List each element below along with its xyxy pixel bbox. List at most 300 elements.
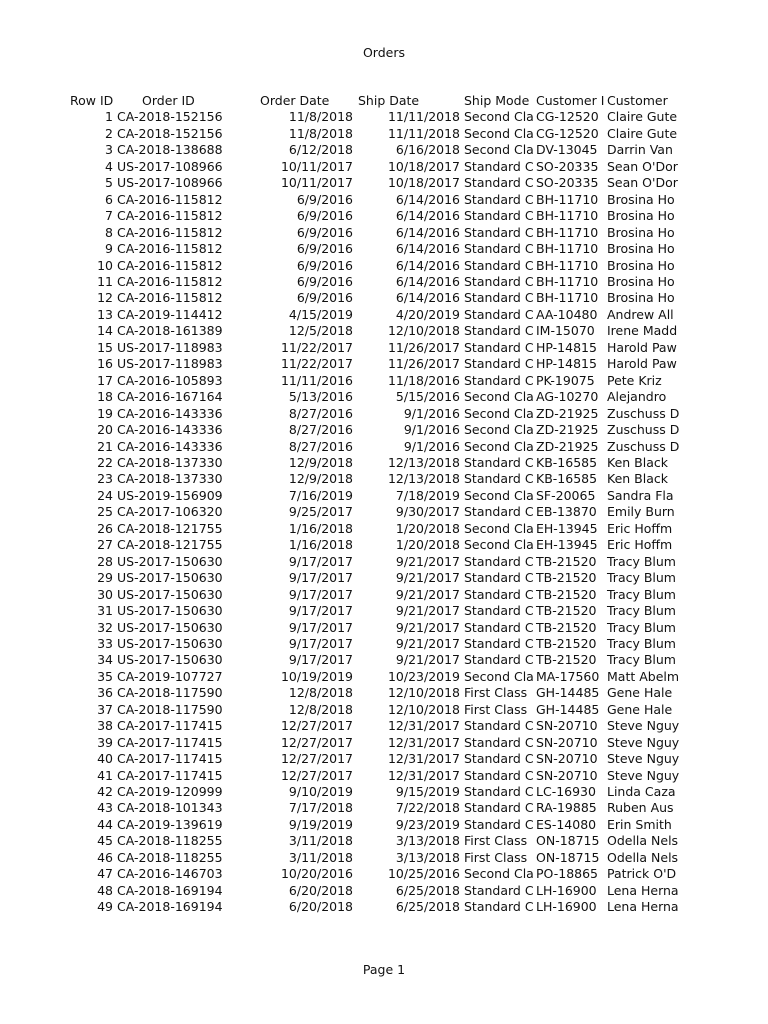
cell-ship-mode: Standard C — [464, 306, 534, 322]
cell-ship-date: 12/31/2017 — [387, 734, 460, 750]
cell-order-date: 9/17/2017 — [288, 635, 353, 651]
cell-customer-name: Brosina Ho — [607, 273, 675, 289]
cell-customer-name: Eric Hoffm — [607, 520, 673, 536]
table-row — [58, 718, 680, 734]
cell-order-id: CA-2016-143336 — [117, 438, 223, 454]
cell-order-id: US-2017-150630 — [117, 652, 223, 668]
cell-customer-id: BH-11710 — [536, 191, 599, 207]
cell-order-date: 6/9/2016 — [296, 273, 353, 289]
cell-order-id: CA-2016-105893 — [117, 372, 223, 388]
cell-customer-name: Zuschuss D — [607, 422, 680, 438]
cell-ship-date: 6/14/2016 — [395, 257, 460, 273]
table-row — [58, 455, 680, 471]
cell-ship-date: 10/18/2017 — [387, 175, 460, 191]
cell-row-id: 25 — [97, 504, 113, 520]
cell-customer-id: LC-16930 — [536, 784, 596, 800]
table-row — [58, 521, 680, 537]
table-row — [58, 389, 680, 405]
cell-ship-mode: Standard C — [464, 767, 534, 783]
cell-order-date: 8/27/2016 — [288, 438, 353, 454]
cell-order-date: 9/19/2019 — [288, 816, 353, 832]
table-row — [58, 422, 680, 438]
cell-customer-name: Brosina Ho — [607, 191, 675, 207]
cell-customer-name: Alejandro — [607, 389, 667, 405]
cell-customer-name: Ruben Aus — [607, 800, 674, 816]
cell-order-date: 6/20/2018 — [288, 882, 353, 898]
table-row — [58, 899, 680, 915]
cell-order-id: CA-2016-115812 — [117, 273, 223, 289]
cell-order-date: 1/16/2018 — [288, 520, 353, 536]
cell-order-date: 3/11/2018 — [288, 849, 353, 865]
cell-row-id: 9 — [105, 241, 113, 257]
cell-row-id: 8 — [105, 224, 113, 240]
cell-customer-name: Claire Gute — [607, 109, 678, 125]
table-row — [58, 471, 680, 487]
cell-ship-mode: Standard C — [464, 586, 534, 602]
cell-ship-date: 12/10/2018 — [387, 323, 460, 339]
cell-ship-date: 1/20/2018 — [395, 520, 460, 536]
cell-customer-id: MA-17560 — [536, 668, 600, 684]
cell-order-id: CA-2018-138688 — [117, 142, 223, 158]
table-row — [58, 603, 680, 619]
cell-customer-id: TB-21520 — [536, 603, 597, 619]
cell-order-id: CA-2018-137330 — [117, 471, 223, 487]
cell-order-id: CA-2016-143336 — [117, 405, 223, 421]
cell-row-id: 3 — [105, 142, 113, 158]
cell-ship-date: 10/25/2016 — [387, 866, 460, 882]
table-body — [58, 109, 680, 915]
table-row — [58, 356, 680, 372]
cell-ship-date: 11/11/2018 — [387, 109, 460, 125]
cell-order-id: CA-2016-115812 — [117, 208, 223, 224]
cell-customer-id: CG-12520 — [536, 125, 599, 141]
column-header-customer-name: Customer — [607, 93, 668, 108]
cell-ship-mode: First Class — [464, 849, 528, 865]
cell-row-id: 36 — [97, 685, 113, 701]
table-row — [58, 669, 680, 685]
cell-row-id: 39 — [97, 734, 113, 750]
cell-order-date: 11/22/2017 — [280, 339, 353, 355]
cell-row-id: 1 — [105, 109, 113, 125]
table-row — [58, 784, 680, 800]
cell-customer-id: ON-18715 — [536, 833, 600, 849]
cell-ship-date: 12/13/2018 — [387, 454, 460, 470]
cell-ship-date: 11/18/2016 — [387, 372, 460, 388]
cell-customer-name: Brosina Ho — [607, 224, 675, 240]
cell-order-date: 6/9/2016 — [296, 191, 353, 207]
cell-customer-id: BH-11710 — [536, 273, 599, 289]
cell-customer-id: TB-21520 — [536, 570, 597, 586]
cell-order-id: US-2017-108966 — [117, 175, 223, 191]
cell-ship-mode: Second Cla — [464, 537, 534, 553]
cell-ship-mode: Second Cla — [464, 142, 534, 158]
cell-ship-date: 9/21/2017 — [395, 619, 460, 635]
cell-ship-date: 11/11/2018 — [387, 125, 460, 141]
table-row — [58, 126, 680, 142]
cell-customer-name: Gene Hale — [607, 701, 673, 717]
table-row — [58, 833, 680, 849]
cell-row-id: 2 — [105, 125, 113, 141]
cell-customer-id: ZD-21925 — [536, 405, 599, 421]
cell-customer-name: Brosina Ho — [607, 257, 675, 273]
cell-row-id: 37 — [97, 701, 113, 717]
cell-customer-name: Tracy Blum — [607, 635, 676, 651]
cell-order-id: CA-2017-117415 — [117, 751, 223, 767]
table-row — [58, 751, 680, 767]
table-row — [58, 142, 680, 158]
cell-customer-name: Tracy Blum — [607, 652, 676, 668]
cell-order-date: 12/27/2017 — [280, 767, 353, 783]
cell-order-date: 12/27/2017 — [280, 718, 353, 734]
cell-customer-id: AA-10480 — [536, 306, 598, 322]
cell-order-id: CA-2016-146703 — [117, 866, 223, 882]
cell-customer-id: DV-13045 — [536, 142, 598, 158]
cell-ship-date: 9/21/2017 — [395, 635, 460, 651]
cell-ship-date: 12/31/2017 — [387, 767, 460, 783]
cell-order-id: CA-2018-169194 — [117, 882, 223, 898]
cell-order-date: 6/9/2016 — [296, 224, 353, 240]
cell-ship-date: 6/14/2016 — [395, 191, 460, 207]
cell-ship-date: 4/20/2019 — [395, 306, 460, 322]
cell-customer-id: SN-20710 — [536, 751, 598, 767]
column-header-customer-id: Customer I — [536, 93, 605, 108]
cell-row-id: 29 — [97, 570, 113, 586]
cell-order-date: 7/16/2019 — [288, 487, 353, 503]
cell-ship-mode: Standard C — [464, 175, 534, 191]
cell-ship-mode: Standard C — [464, 619, 534, 635]
cell-order-id: CA-2018-117590 — [117, 701, 223, 717]
cell-row-id: 45 — [97, 833, 113, 849]
cell-ship-mode: Standard C — [464, 454, 534, 470]
cell-ship-date: 9/21/2017 — [395, 553, 460, 569]
cell-customer-id: ON-18715 — [536, 849, 600, 865]
cell-ship-date: 9/21/2017 — [395, 652, 460, 668]
cell-row-id: 4 — [105, 158, 113, 174]
cell-ship-date: 10/23/2019 — [387, 668, 460, 684]
table-row — [58, 883, 680, 899]
cell-customer-name: Steve Nguy — [607, 734, 680, 750]
cell-order-id: US-2017-150630 — [117, 553, 223, 569]
cell-customer-name: Ken Black — [607, 454, 668, 470]
cell-customer-name: Odella Nels — [607, 849, 679, 865]
cell-order-date: 11/11/2016 — [280, 372, 353, 388]
cell-order-date: 1/16/2018 — [288, 537, 353, 553]
cell-row-id: 13 — [97, 306, 113, 322]
cell-ship-date: 9/23/2019 — [395, 816, 460, 832]
page-number: Page 1 — [362, 962, 406, 977]
cell-customer-name: Erin Smith — [607, 816, 672, 832]
cell-customer-id: SN-20710 — [536, 767, 598, 783]
cell-row-id: 46 — [97, 849, 113, 865]
cell-order-id: CA-2018-161389 — [117, 323, 223, 339]
cell-ship-mode: Second Cla — [464, 109, 534, 125]
table-row — [58, 817, 680, 833]
cell-order-id: CA-2018-169194 — [117, 899, 223, 915]
table-row — [58, 866, 680, 882]
cell-row-id: 43 — [97, 800, 113, 816]
cell-ship-date: 11/26/2017 — [387, 356, 460, 372]
cell-row-id: 18 — [97, 389, 113, 405]
cell-customer-name: Patrick O'D — [607, 866, 677, 882]
cell-customer-id: BH-11710 — [536, 290, 599, 306]
cell-ship-date: 6/14/2016 — [395, 241, 460, 257]
cell-order-date: 10/20/2016 — [280, 866, 353, 882]
cell-ship-date: 1/20/2018 — [395, 537, 460, 553]
cell-order-id: US-2017-150630 — [117, 586, 223, 602]
cell-row-id: 17 — [97, 372, 113, 388]
table-row — [58, 290, 680, 306]
cell-customer-id: GH-14485 — [536, 685, 600, 701]
cell-order-date: 4/15/2019 — [288, 306, 353, 322]
orders-table — [58, 93, 680, 916]
table-row — [58, 406, 680, 422]
cell-customer-id: RA-19885 — [536, 800, 597, 816]
cell-customer-id: SN-20710 — [536, 718, 598, 734]
cell-row-id: 22 — [97, 454, 113, 470]
cell-customer-name: Harold Paw — [607, 339, 677, 355]
cell-row-id: 28 — [97, 553, 113, 569]
cell-ship-date: 9/15/2019 — [395, 784, 460, 800]
cell-ship-date: 9/21/2017 — [395, 603, 460, 619]
cell-ship-date: 9/1/2016 — [403, 422, 460, 438]
cell-order-id: US-2017-108966 — [117, 158, 223, 174]
cell-order-id: US-2017-150630 — [117, 619, 223, 635]
cell-customer-name: Sandra Fla — [607, 487, 674, 503]
cell-order-date: 3/11/2018 — [288, 833, 353, 849]
cell-ship-date: 12/10/2018 — [387, 701, 460, 717]
table-row — [58, 537, 680, 553]
cell-order-date: 10/11/2017 — [280, 175, 353, 191]
cell-order-date: 9/17/2017 — [288, 570, 353, 586]
cell-order-date: 6/12/2018 — [288, 142, 353, 158]
cell-row-id: 19 — [97, 405, 113, 421]
cell-ship-mode: Standard C — [464, 208, 534, 224]
cell-ship-mode: Standard C — [464, 241, 534, 257]
cell-ship-date: 12/13/2018 — [387, 471, 460, 487]
cell-customer-id: IM-15070 — [536, 323, 595, 339]
cell-row-id: 35 — [97, 668, 113, 684]
cell-customer-id: PO-18865 — [536, 866, 598, 882]
cell-customer-name: Odella Nels — [607, 833, 679, 849]
cell-customer-name: Eric Hoffm — [607, 537, 673, 553]
cell-order-id: CA-2018-152156 — [117, 109, 223, 125]
cell-ship-mode: Standard C — [464, 504, 534, 520]
table-row — [58, 652, 680, 668]
cell-order-id: US-2017-118983 — [117, 339, 223, 355]
cell-ship-mode: Standard C — [464, 290, 534, 306]
cell-order-date: 9/10/2019 — [288, 784, 353, 800]
cell-order-date: 6/9/2016 — [296, 208, 353, 224]
table-row — [58, 208, 680, 224]
cell-order-date: 9/25/2017 — [288, 504, 353, 520]
column-header-order-id: Order ID — [142, 93, 195, 108]
column-header-row-id: Row ID — [70, 93, 114, 108]
cell-customer-name: Steve Nguy — [607, 718, 680, 734]
cell-customer-name: Zuschuss D — [607, 405, 680, 421]
cell-customer-name: Irene Madd — [607, 323, 678, 339]
cell-row-id: 16 — [97, 356, 113, 372]
cell-row-id: 48 — [97, 882, 113, 898]
table-row — [58, 225, 680, 241]
table-row — [58, 258, 680, 274]
cell-customer-id: SO-20335 — [536, 158, 599, 174]
cell-order-date: 7/17/2018 — [288, 800, 353, 816]
cell-order-date: 10/11/2017 — [280, 158, 353, 174]
table-row — [58, 241, 680, 257]
column-header-ship-date: Ship Date — [358, 93, 420, 108]
cell-order-id: CA-2016-167164 — [117, 389, 223, 405]
cell-order-date: 6/20/2018 — [288, 899, 353, 915]
cell-customer-id: SF-20065 — [536, 487, 596, 503]
cell-order-date: 6/9/2016 — [296, 241, 353, 257]
cell-ship-date: 12/10/2018 — [387, 685, 460, 701]
cell-row-id: 10 — [97, 257, 113, 273]
cell-customer-name: Tracy Blum — [607, 553, 676, 569]
cell-ship-mode: Standard C — [464, 652, 534, 668]
cell-ship-date: 3/13/2018 — [395, 833, 460, 849]
cell-order-date: 10/19/2019 — [280, 668, 353, 684]
cell-ship-mode: Standard C — [464, 191, 534, 207]
cell-order-id: CA-2018-137330 — [117, 454, 223, 470]
cell-order-id: CA-2018-118255 — [117, 833, 223, 849]
cell-order-id: CA-2016-115812 — [117, 257, 223, 273]
cell-order-id: CA-2018-101343 — [117, 800, 223, 816]
cell-customer-name: Lena Herna — [607, 882, 679, 898]
cell-order-id: CA-2018-152156 — [117, 125, 223, 141]
table-row — [58, 768, 680, 784]
cell-order-date: 9/17/2017 — [288, 603, 353, 619]
cell-customer-id: TB-21520 — [536, 619, 597, 635]
table-row — [58, 504, 680, 520]
cell-row-id: 21 — [97, 438, 113, 454]
table-row — [58, 373, 680, 389]
cell-ship-mode: First Class — [464, 701, 528, 717]
cell-ship-date: 7/18/2019 — [395, 487, 460, 503]
cell-ship-mode: Second Cla — [464, 438, 534, 454]
cell-customer-name: Harold Paw — [607, 356, 677, 372]
cell-customer-id: LH-16900 — [536, 899, 597, 915]
cell-ship-mode: Standard C — [464, 899, 534, 915]
cell-customer-name: Lena Herna — [607, 899, 679, 915]
cell-row-id: 23 — [97, 471, 113, 487]
cell-ship-mode: Standard C — [464, 734, 534, 750]
cell-row-id: 11 — [97, 273, 113, 289]
cell-row-id: 26 — [97, 520, 113, 536]
cell-order-date: 9/17/2017 — [288, 652, 353, 668]
cell-customer-id: PK-19075 — [536, 372, 595, 388]
cell-row-id: 38 — [97, 718, 113, 734]
cell-ship-mode: Standard C — [464, 273, 534, 289]
cell-customer-name: Zuschuss D — [607, 438, 680, 454]
cell-order-date: 6/9/2016 — [296, 290, 353, 306]
cell-customer-name: Andrew All — [607, 306, 674, 322]
cell-customer-name: Tracy Blum — [607, 570, 676, 586]
cell-ship-mode: Standard C — [464, 751, 534, 767]
cell-order-date: 8/27/2016 — [288, 405, 353, 421]
cell-ship-date: 6/25/2018 — [395, 899, 460, 915]
cell-ship-mode: Second Cla — [464, 422, 534, 438]
cell-customer-name: Tracy Blum — [607, 586, 676, 602]
cell-ship-mode: Second Cla — [464, 125, 534, 141]
table-row — [58, 554, 680, 570]
cell-ship-date: 12/31/2017 — [387, 718, 460, 734]
table-row — [58, 274, 680, 290]
cell-customer-name: Linda Caza — [607, 784, 676, 800]
cell-customer-id: KB-16585 — [536, 471, 598, 487]
cell-order-id: US-2017-150630 — [117, 603, 223, 619]
cell-customer-id: GH-14485 — [536, 701, 600, 717]
table-row — [58, 488, 680, 504]
cell-order-id: CA-2017-117415 — [117, 767, 223, 783]
cell-order-date: 12/8/2018 — [288, 685, 353, 701]
cell-row-id: 42 — [97, 784, 113, 800]
cell-ship-date: 6/14/2016 — [395, 290, 460, 306]
cell-customer-id: BH-11710 — [536, 257, 599, 273]
cell-customer-id: BH-11710 — [536, 208, 599, 224]
table-row — [58, 175, 680, 191]
cell-customer-id: TB-21520 — [536, 553, 597, 569]
cell-ship-mode: Standard C — [464, 356, 534, 372]
table-row — [58, 850, 680, 866]
cell-customer-name: Pete Kriz — [607, 372, 662, 388]
cell-ship-mode: Standard C — [464, 816, 534, 832]
cell-order-id: CA-2019-114412 — [117, 306, 223, 322]
cell-customer-id: ZD-21925 — [536, 422, 599, 438]
cell-row-id: 24 — [97, 487, 113, 503]
cell-ship-mode: Standard C — [464, 553, 534, 569]
cell-customer-name: Sean O'Dor — [607, 158, 678, 174]
cell-ship-mode: Second Cla — [464, 866, 534, 882]
cell-ship-mode: Standard C — [464, 471, 534, 487]
cell-order-id: CA-2017-106320 — [117, 504, 223, 520]
cell-ship-date: 11/26/2017 — [387, 339, 460, 355]
cell-ship-mode: Standard C — [464, 224, 534, 240]
cell-order-date: 12/27/2017 — [280, 734, 353, 750]
cell-customer-name: Tracy Blum — [607, 619, 676, 635]
cell-order-id: CA-2016-143336 — [117, 422, 223, 438]
cell-customer-name: Darrin Van — [607, 142, 673, 158]
cell-order-id: CA-2016-115812 — [117, 191, 223, 207]
cell-order-date: 9/17/2017 — [288, 586, 353, 602]
table-row — [58, 159, 680, 175]
cell-ship-mode: Standard C — [464, 718, 534, 734]
cell-customer-id: SO-20335 — [536, 175, 599, 191]
cell-order-date: 11/22/2017 — [280, 356, 353, 372]
cell-ship-date: 3/13/2018 — [395, 849, 460, 865]
table-row — [58, 636, 680, 652]
cell-order-id: CA-2017-117415 — [117, 718, 223, 734]
cell-order-date: 5/13/2016 — [288, 389, 353, 405]
cell-row-id: 34 — [97, 652, 113, 668]
cell-order-id: CA-2019-120999 — [117, 784, 223, 800]
cell-customer-name: Gene Hale — [607, 685, 673, 701]
cell-order-date: 12/8/2018 — [288, 701, 353, 717]
table-row — [58, 109, 680, 125]
cell-ship-date: 10/18/2017 — [387, 158, 460, 174]
cell-customer-id: HP-14815 — [536, 339, 597, 355]
cell-ship-mode: Standard C — [464, 323, 534, 339]
cell-customer-name: Steve Nguy — [607, 751, 680, 767]
cell-customer-id: EB-13870 — [536, 504, 597, 520]
cell-order-id: CA-2016-115812 — [117, 224, 223, 240]
cell-customer-id: HP-14815 — [536, 356, 597, 372]
cell-row-id: 47 — [97, 866, 113, 882]
cell-ship-date: 9/1/2016 — [403, 405, 460, 421]
cell-ship-date: 9/30/2017 — [395, 504, 460, 520]
cell-row-id: 30 — [97, 586, 113, 602]
cell-ship-mode: First Class — [464, 685, 528, 701]
table-row — [58, 620, 680, 636]
